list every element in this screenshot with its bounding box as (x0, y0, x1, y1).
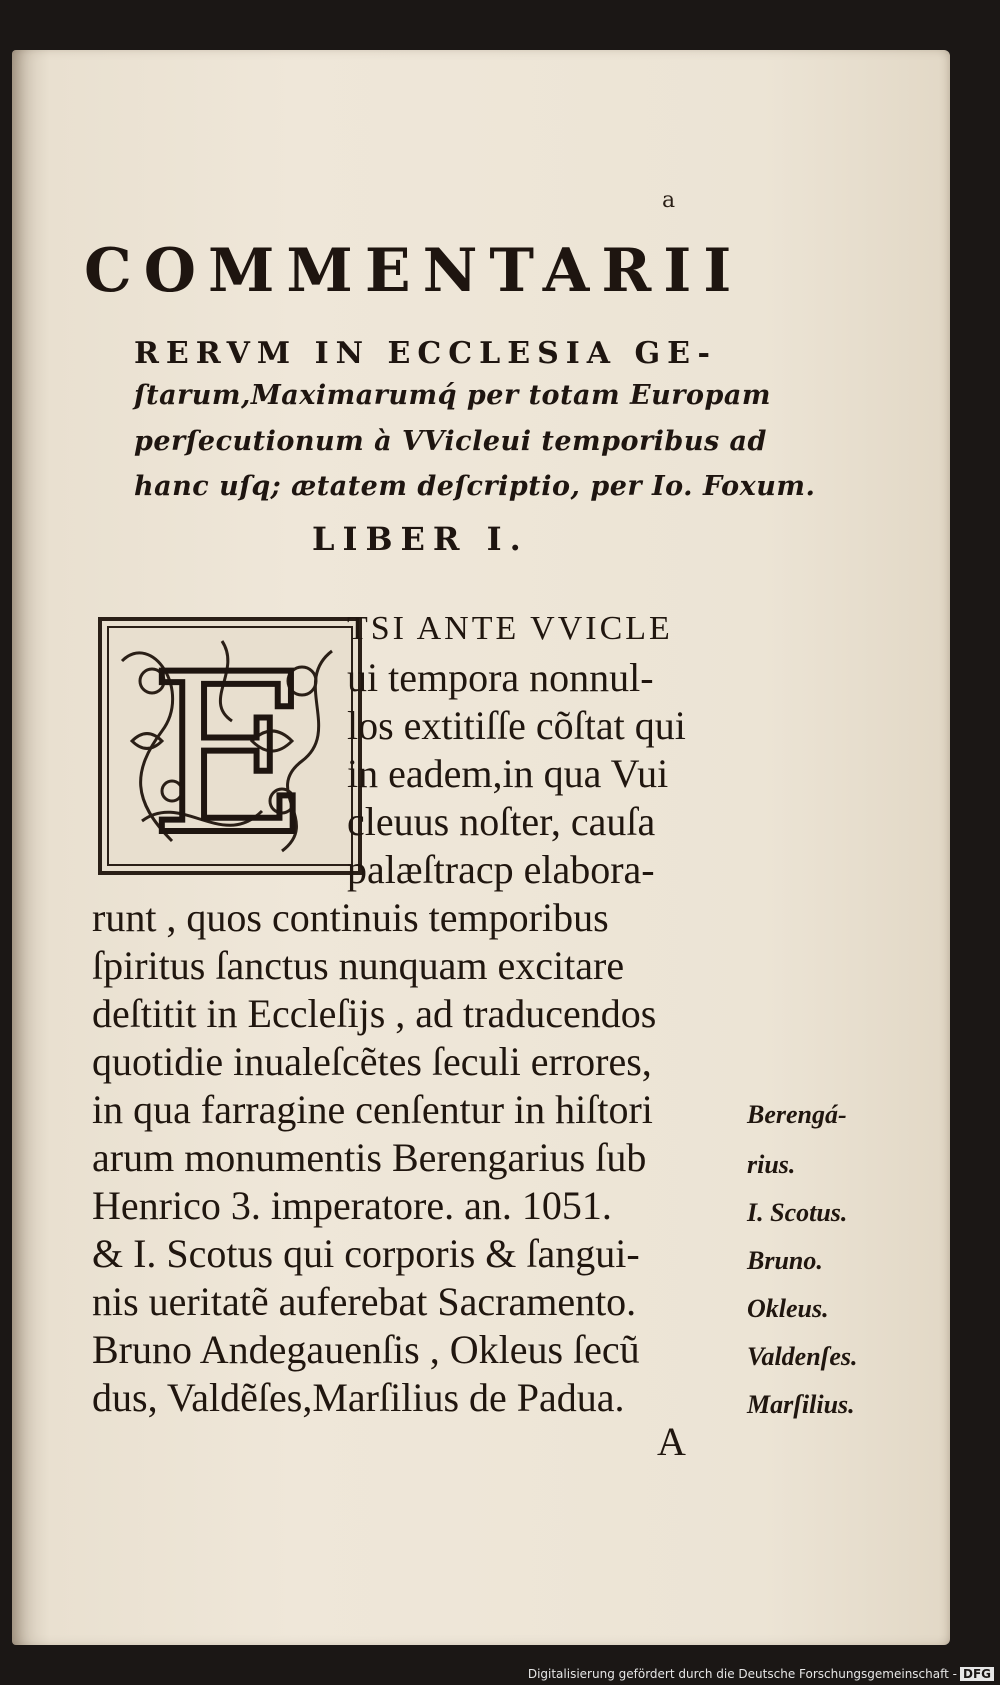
floral-initial-icon (102, 621, 358, 871)
folio-signature: a (662, 188, 676, 213)
body-line: ui tempora nonnul- (347, 655, 654, 700)
page-title: COMMENTARII (84, 236, 744, 306)
marginal-note: I. Scotus. (747, 1198, 848, 1227)
marginal-note: Valdenſes. (747, 1342, 858, 1371)
subtitle-line-1: RERVM IN ECCLESIA GE- (134, 336, 717, 371)
footer-text: Digitalisierung gefördert durch die Deutsche Forschungsgemeinschaft - (527, 1667, 957, 1681)
subtitle-line-4: hanc uſq; ætatem deſcriptio, per Io. Foxum. (134, 471, 816, 502)
subtitle-line-2: ſtarum,Maximarumq́ per totam Europam (134, 380, 771, 411)
body-line: in qua farragine cenſentur in hiſtori (92, 1087, 653, 1132)
decorated-initial (98, 617, 362, 875)
body-line: deſtitit in Eccleſijs , ad traducendos (92, 991, 657, 1036)
body-line: in eadem,in qua Vui (347, 751, 669, 796)
body-line: runt , quos continuis temporibus (92, 895, 609, 940)
subtitle-line-3: perſecutionum à VVicleui temporibus ad (134, 426, 767, 457)
digitization-credit (528, 1667, 994, 1681)
marginal-note: Berengá- (747, 1100, 847, 1129)
marginal-note: Okleus. (747, 1294, 829, 1323)
section-heading: LIBER I. (312, 520, 529, 558)
body-line: cleuus noſter, cauſa (347, 799, 656, 844)
body-line: arum monumentis Berengarius ſub (92, 1135, 647, 1180)
body-line: TSI ANTE VVICLE (347, 610, 673, 647)
initial-letter: E (149, 627, 311, 871)
body-line: nis ueritatẽ auferebat Sacramento. (92, 1279, 637, 1324)
marginal-note: rius. (747, 1150, 796, 1179)
body-line: quotidie inualeſcẽtes ſeculi errores, (92, 1039, 652, 1084)
dfg-logo-icon: DFG (960, 1667, 994, 1681)
catchword: A (657, 1419, 686, 1464)
body-line: Henrico 3. imperatore. an. 1051. (92, 1183, 612, 1228)
body-line: los extitiſſe cõſtat qui (347, 703, 686, 748)
body-line: ſpiritus ſanctus nunquam excitare (92, 943, 625, 988)
marginal-note: Bruno. (747, 1246, 823, 1275)
body-line: dus, Valdẽſes,Marſilius de Padua. (92, 1375, 625, 1420)
body-line: & I. Scotus qui corporis & ſangui- (92, 1231, 640, 1276)
book-page (12, 50, 950, 1645)
body-line: Bruno Andegauenſis , Okleus ſecũ (92, 1327, 640, 1372)
marginal-note: Marſilius. (747, 1390, 855, 1419)
body-line: palæſtracp elabora- (347, 847, 655, 892)
